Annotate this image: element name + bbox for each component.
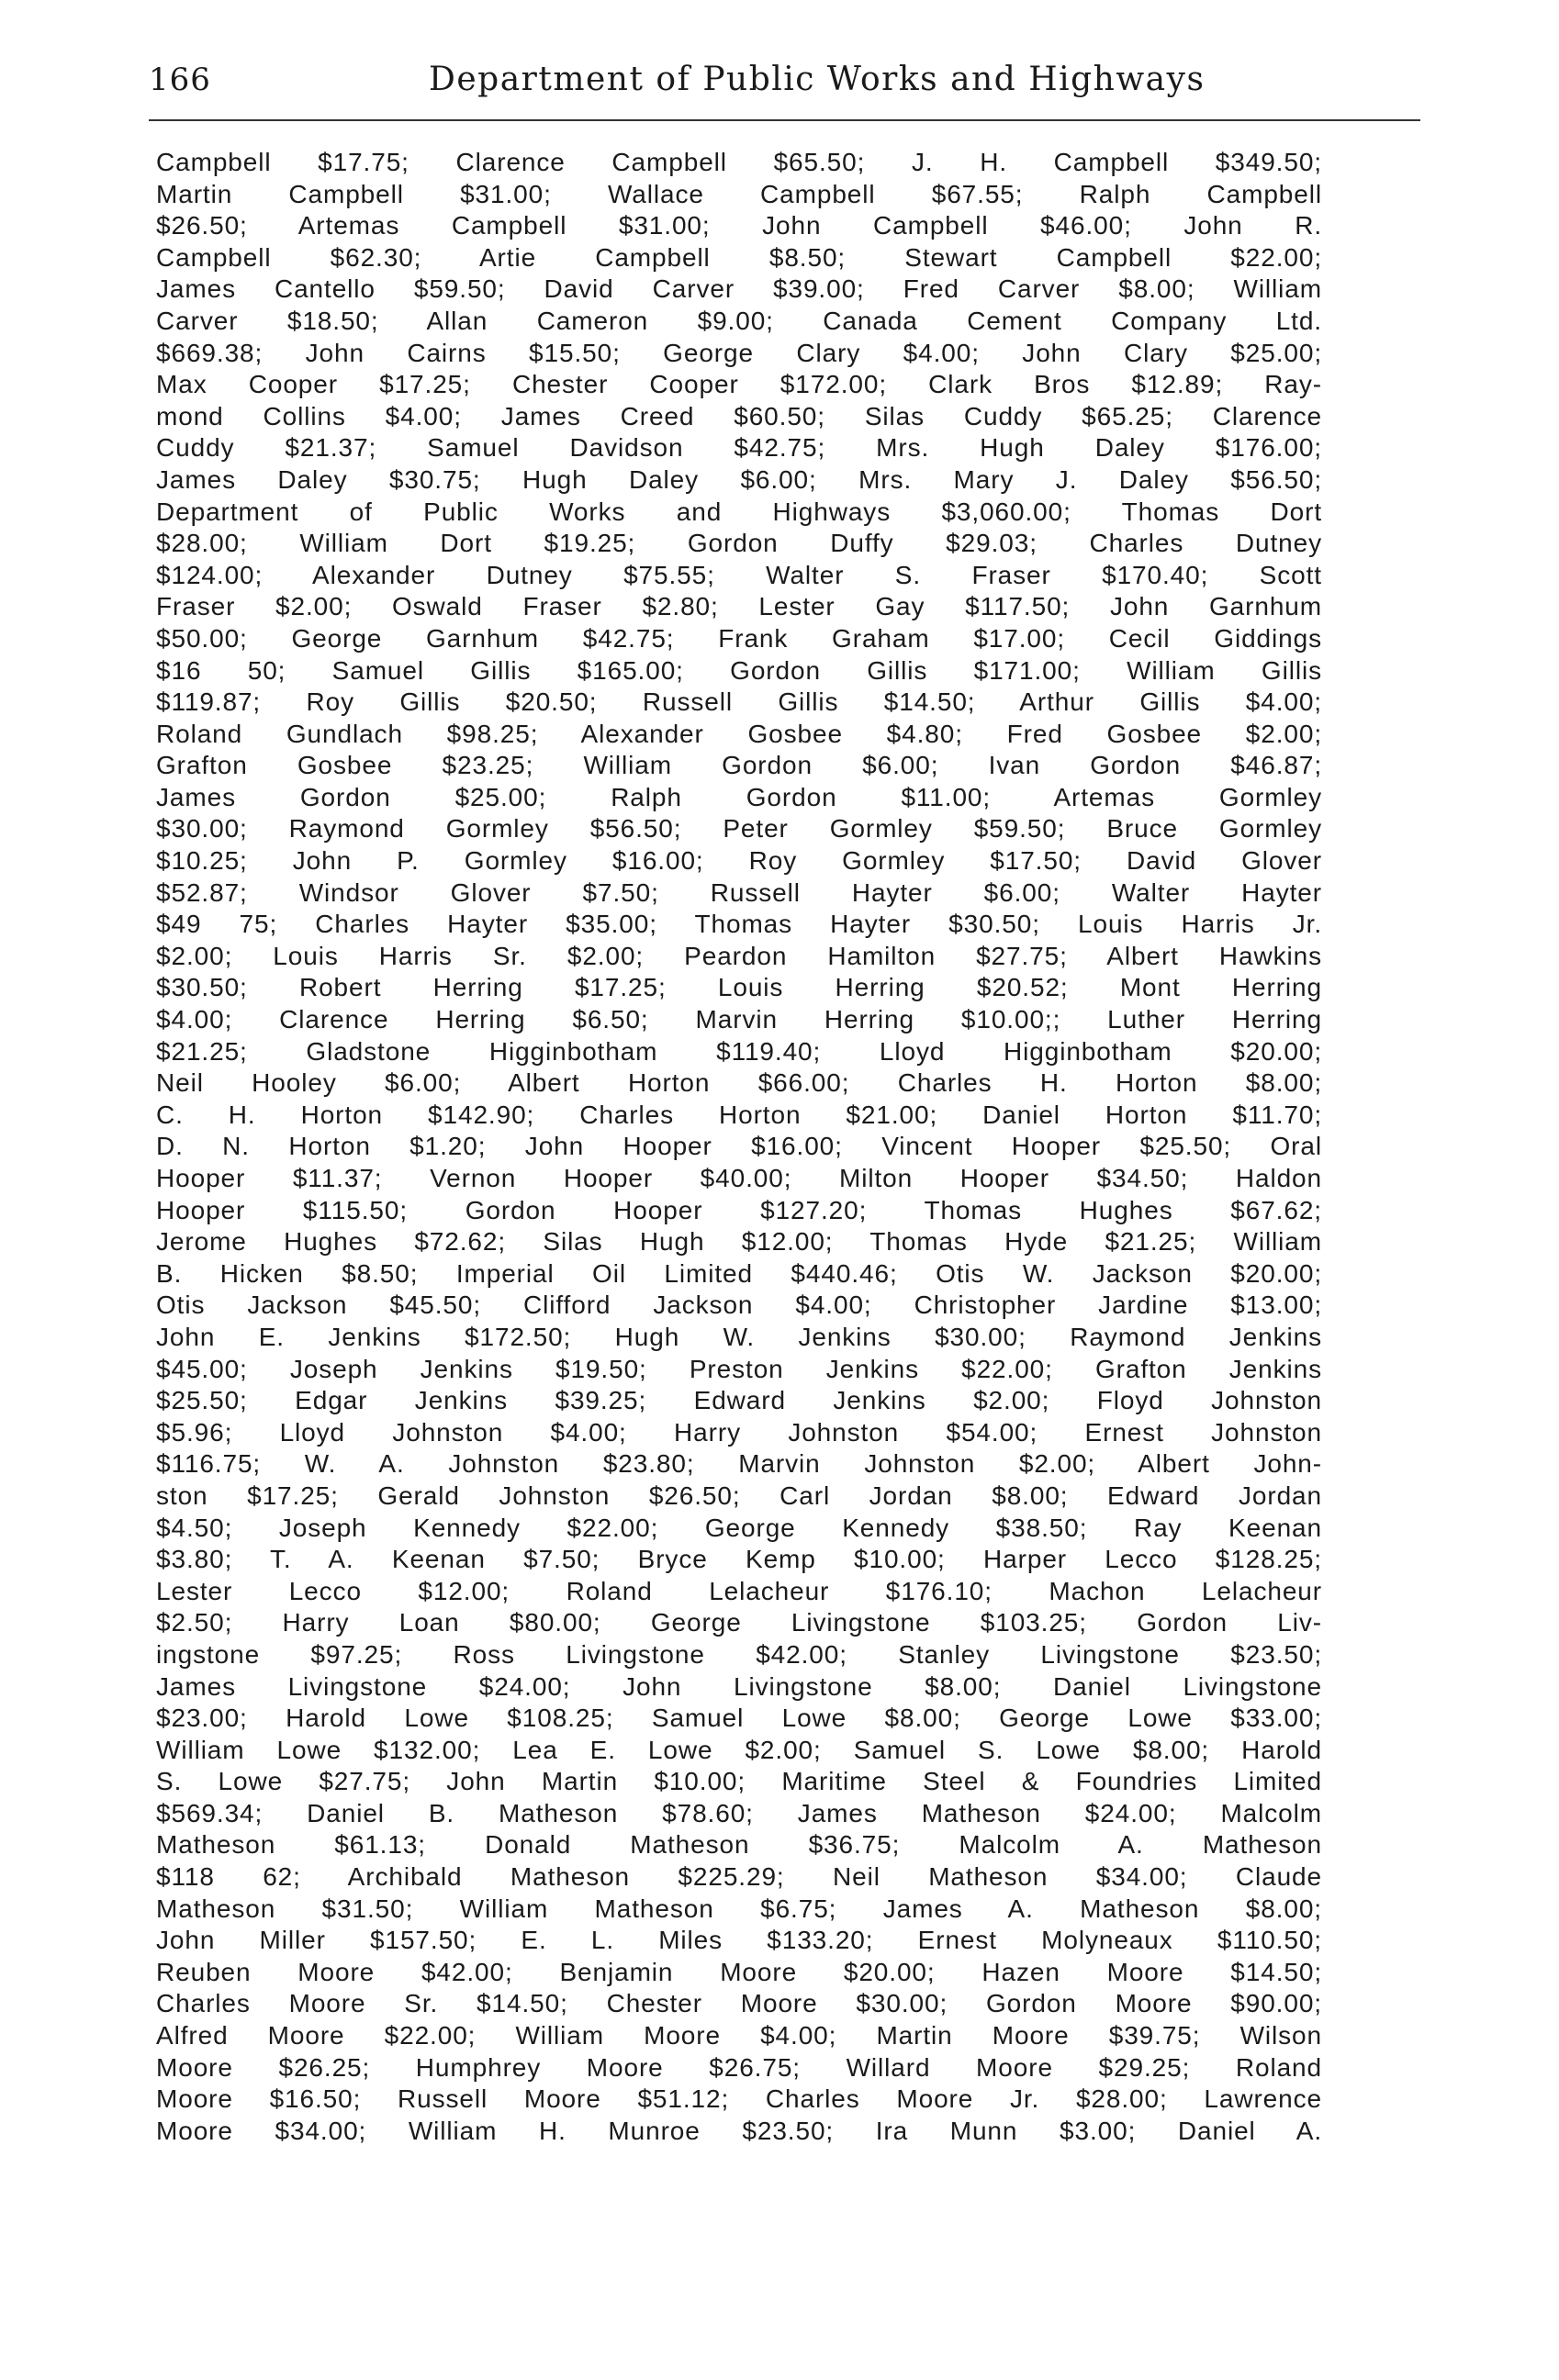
text-line: Matheson $31.50; William Matheson $6.75; James A. Matheson $8.00; (156, 1894, 1322, 1923)
text-line: $52.87; Windsor Glover $7.50; Russell Hayter $6.00; Walter Hayter (156, 877, 1322, 907)
text-line: $116.75; W. A. Johnston $23.80; Marvin Johnston $2.00; Albert John- (156, 1449, 1322, 1479)
running-title: Department of Public Works and Highways (429, 61, 1206, 98)
text-line: Otis Jackson $45.50; Clifford Jackson $4.00; Christopher Jardine $13.00; (156, 1291, 1322, 1320)
text-line: $569.34; Daniel B. Matheson $78.60; James Matheson $24.00; Malcolm (156, 1798, 1322, 1827)
text-line: $2.50; Harry Loan $80.00; George Livingstone $103.25; Gordon Liv- (156, 1608, 1322, 1637)
text-line: Reuben Moore $42.00; Benjamin Moore $20.00; Hazen Moore $14.50; (156, 1957, 1322, 1986)
text-line: John Miller $157.50; E. L. Miles $133.20; Ernest Molyneaux $110.50; (156, 1926, 1322, 1955)
header-rule (149, 119, 1420, 121)
text-line: $23.00; Harold Lowe $108.25; Samuel Lowe $8.00; George Lowe $33.00; (156, 1704, 1322, 1733)
text-line: $3.80; T. A. Keenan $7.50; Bryce Kemp $10.00; Harper Lecco $128.25; (156, 1545, 1322, 1574)
text-line: $118 62; Archibald Matheson $225.29; Neil Matheson $34.00; Claude (156, 1862, 1322, 1892)
text-line: ingstone $97.25; Ross Livingstone $42.00; Stanley Livingstone $23.50; (156, 1639, 1322, 1669)
text-line: $49 75; Charles Hayter $35.00; Thomas Hayter $30.50; Louis Harris Jr. (156, 910, 1322, 939)
text-line: $4.00; Clarence Herring $6.50; Marvin Herring $10.00;; Luther Herring (156, 1005, 1322, 1034)
text-line: $30.50; Robert Herring $17.25; Louis Herring $20.52; Mont Herring (156, 973, 1322, 1002)
page-header (149, 48, 1333, 112)
text-line: $5.96; Lloyd Johnston $4.00; Harry Johnston $54.00; Ernest Johnston (156, 1417, 1322, 1447)
text-line: $25.50; Edgar Jenkins $39.25; Edward Jenkins $2.00; Floyd Johnston (156, 1386, 1322, 1415)
text-line: $2.00; Louis Harris Sr. $2.00; Peardon Hamilton $27.75; Albert Hawkins (156, 941, 1322, 970)
text-line: Campbell $17.75; Clarence Campbell $65.50; J. H. Campbell $349.50; (156, 148, 1322, 176)
text-line: James Livingstone $24.00; John Livingstone $8.00; Daniel Livingstone (156, 1671, 1322, 1701)
text-line: Hooper $11.37; Vernon Hooper $40.00; Milton Hooper $34.50; Haldon (156, 1164, 1322, 1192)
text-line: Fraser $2.00; Oswald Fraser $2.80; Lester Gay $117.50; John Garnhum (156, 592, 1322, 621)
text-line: Department of Public Works and Highways $3,060.00; Thomas Dort (156, 497, 1322, 526)
text-line: $124.00; Alexander Dutney $75.55; Walter S. Fraser $170.40; Scott (156, 560, 1322, 589)
text-line: James Cantello $59.50; David Carver $39.00; Fred Carver $8.00; William (156, 274, 1322, 304)
text-line: Martin Campbell $31.00; Wallace Campbell $67.55; Ralph Campbell (156, 179, 1322, 208)
page-number: 166 (149, 61, 211, 98)
text-line: Matheson $61.13; Donald Matheson $36.75; Malcolm A. Matheson (156, 1830, 1322, 1860)
text-line: James Daley $30.75; Hugh Daley $6.00; Mrs. Mary J. Daley $56.50; (156, 464, 1322, 494)
text-line: $28.00; William Dort $19.25; Gordon Duffy $29.03; Charles Dutney (156, 529, 1322, 558)
text-line: $30.00; Raymond Gormley $56.50; Peter Gormley $59.50; Bruce Gormley (156, 814, 1322, 844)
text-line: $45.00; Joseph Jenkins $19.50; Preston Jenkins $22.00; Grafton Jenkins (156, 1354, 1322, 1383)
text-line: Grafton Gosbee $23.25; William Gordon $6.00; Ivan Gordon $46.87; (156, 751, 1322, 780)
text-line: Moore $34.00; William H. Munroe $23.50; Ira Munn $3.00; Daniel A. (156, 2116, 1322, 2145)
text-line: Campbell $62.30; Artie Campbell $8.50; Stewart Campbell $22.00; (156, 242, 1322, 272)
text-line: Carver $18.50; Allan Cameron $9.00; Canada Cement Company Ltd. (156, 306, 1322, 335)
text-line: James Gordon $25.00; Ralph Gordon $11.00; Artemas Gormley (156, 782, 1322, 811)
text-line: Cuddy $21.37; Samuel Davidson $42.75; Mrs. Hugh Daley $176.00; (156, 433, 1322, 463)
text-line: Moore $16.50; Russell Moore $51.12; Charles Moore Jr. $28.00; Lawrence (156, 2084, 1322, 2114)
text-line: Moore $26.25; Humphrey Moore $26.75; Willard Moore $29.25; Roland (156, 2052, 1322, 2082)
text-line: Hooper $115.50; Gordon Hooper $127.20; Thomas Hughes $67.62; (156, 1195, 1322, 1224)
text-line: $21.25; Gladstone Higginbotham $119.40; Lloyd Higginbotham $20.00; (156, 1036, 1322, 1066)
text-line: Lester Lecco $12.00; Roland Lelacheur $176.10; Machon Lelacheur (156, 1576, 1322, 1605)
body-paragraph (156, 147, 1322, 2147)
text-line: William Lowe $132.00; Lea E. Lowe $2.00; Samuel S. Lowe $8.00; Harold (156, 1735, 1322, 1764)
text-line: $4.50; Joseph Kennedy $22.00; George Kennedy $38.50; Ray Keenan (156, 1513, 1322, 1542)
text-line: John E. Jenkins $172.50; Hugh W. Jenkins $30.00; Raymond Jenkins (156, 1322, 1322, 1351)
text-line: Max Cooper $17.25; Chester Cooper $172.00; Clark Bros $12.89; Ray- (156, 370, 1322, 399)
text-line: Neil Hooley $6.00; Albert Horton $66.00; Charles H. Horton $8.00; (156, 1068, 1322, 1098)
text-line: C. H. Horton $142.90; Charles Horton $21.00; Daniel Horton $11.70; (156, 1100, 1322, 1129)
text-line: S. Lowe $27.75; John Martin $10.00; Maritime Steel & Foundries Limited (156, 1767, 1322, 1796)
text-line: Alfred Moore $22.00; William Moore $4.00; Martin Moore $39.75; Wilson (156, 2021, 1322, 2050)
text-line: Charles Moore Sr. $14.50; Chester Moore $30.00; Gordon Moore $90.00; (156, 1989, 1322, 2018)
text-line: $50.00; George Garnhum $42.75; Frank Graham $17.00; Cecil Giddings (156, 623, 1322, 653)
text-line: $10.25; John P. Gormley $16.00; Roy Gormley $17.50; David Glover (156, 846, 1322, 876)
text-line: $669.38; John Cairns $15.50; George Clary $4.00; John Clary $25.00; (156, 338, 1322, 367)
text-line: ston $17.25; Gerald Johnston $26.50; Carl Jordan $8.00; Edward Jordan (156, 1481, 1322, 1510)
text-line: D. N. Horton $1.20; John Hooper $16.00; Vincent Hooper $25.50; Oral (156, 1132, 1322, 1161)
text-line: B. Hicken $8.50; Imperial Oil Limited $440.46; Otis W. Jackson $20.00; (156, 1258, 1322, 1288)
text-line: $119.87; Roy Gillis $20.50; Russell Gillis $14.50; Arthur Gillis $4.00; (156, 687, 1322, 717)
text-line: $16 50; Samuel Gillis $165.00; Gordon Gillis $171.00; William Gillis (156, 655, 1322, 685)
text-line: mond Collins $4.00; James Creed $60.50; Silas Cuddy $65.25; Clarence (156, 401, 1322, 430)
text-line: $26.50; Artemas Campbell $31.00; John Campbell $46.00; John R. (156, 211, 1322, 240)
text-line: Jerome Hughes $72.62; Silas Hugh $12.00; Thomas Hyde $21.25; William (156, 1227, 1322, 1257)
text-line: Roland Gundlach $98.25; Alexander Gosbee $4.80; Fred Gosbee $2.00; (156, 719, 1322, 748)
